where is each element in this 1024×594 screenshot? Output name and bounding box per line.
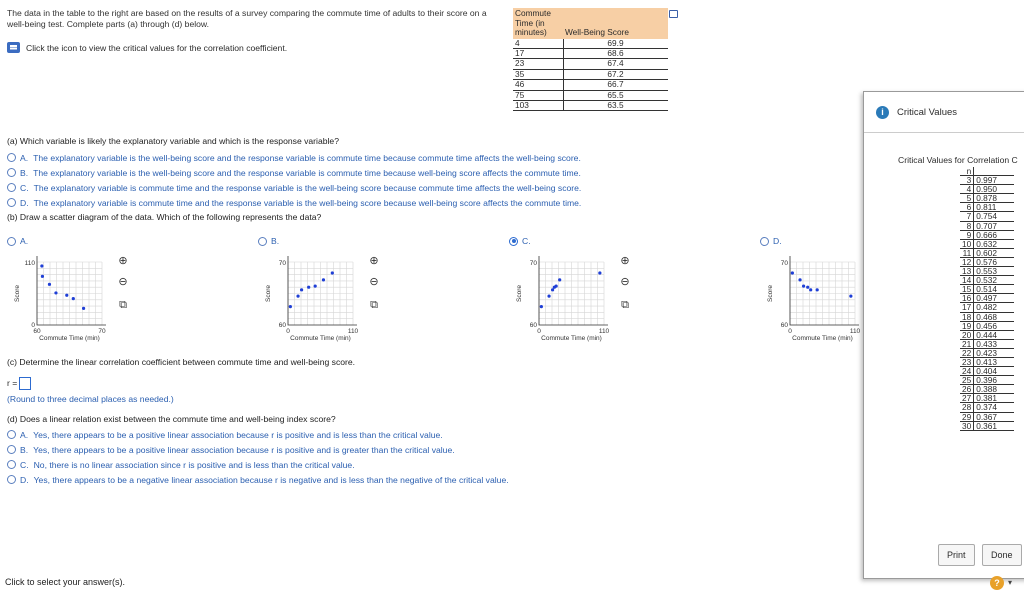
option-letter: B. xyxy=(20,167,29,178)
help-dropdown-icon[interactable]: ▾ xyxy=(1008,578,1013,587)
critical-value-cell: 0.388 xyxy=(974,385,1015,394)
data-row xyxy=(513,100,668,110)
critical-values-table xyxy=(960,167,1014,431)
col-header-commute: Commute Time (in minutes) xyxy=(513,8,563,39)
option-text: Yes, there appears to be a negative linear association because r is negative and is less than the negative of the critical value. xyxy=(33,474,509,485)
option-letter: C. xyxy=(522,236,531,246)
n-cell: 18 xyxy=(960,312,974,321)
n-cell: 11 xyxy=(960,248,974,257)
critical-value-cell: 0.423 xyxy=(974,348,1015,357)
commute-cell: 17 xyxy=(513,48,563,58)
critical-value-row xyxy=(960,239,1014,248)
radio-button[interactable] xyxy=(7,237,16,246)
data-point xyxy=(849,295,852,298)
radio-button[interactable] xyxy=(760,237,769,246)
open-new-window-icon[interactable]: ⧉ xyxy=(119,299,127,311)
x-tick-label: 70 xyxy=(98,328,106,335)
critical-value-cell: 0.444 xyxy=(974,330,1015,339)
open-new-window-icon[interactable]: ⧉ xyxy=(621,299,629,311)
n-cell: 12 xyxy=(960,257,974,266)
data-point xyxy=(41,275,44,278)
radio-button[interactable] xyxy=(7,430,16,439)
critical-value-cell: 0.811 xyxy=(974,203,1015,212)
critical-value-row xyxy=(960,330,1014,339)
critical-value-cell: 0.367 xyxy=(974,412,1015,421)
option-letter: A. xyxy=(20,236,29,246)
commute-cell: 46 xyxy=(513,80,563,90)
data-table xyxy=(513,8,668,111)
scatter-plot-c xyxy=(509,250,609,345)
panel-subtitle: Critical Values for Correlation C xyxy=(898,155,1018,165)
y-tick-label: 60 xyxy=(278,322,286,329)
y-axis-label: Score xyxy=(516,285,523,302)
score-cell: 63.5 xyxy=(563,100,668,110)
data-row xyxy=(513,48,668,58)
status-text: Click to select your answer(s). xyxy=(5,577,126,587)
n-cell: 27 xyxy=(960,394,974,403)
data-point xyxy=(322,278,325,281)
zoom-out-icon[interactable]: ⊖ xyxy=(620,276,630,288)
option-letter: C. xyxy=(20,182,29,193)
n-cell: 13 xyxy=(960,267,974,276)
data-point xyxy=(65,294,68,297)
critical-value-cell: 0.433 xyxy=(974,339,1015,348)
option-letter: D. xyxy=(773,236,782,246)
radio-button[interactable] xyxy=(509,237,518,246)
done-button[interactable]: Done xyxy=(982,544,1022,566)
book-icon[interactable] xyxy=(7,42,20,53)
critical-value-cell: 0.482 xyxy=(974,303,1015,312)
n-cell: 28 xyxy=(960,403,974,412)
n-cell: 7 xyxy=(960,212,974,221)
critical-values-panel xyxy=(863,91,1024,579)
part-a-option-d[interactable] xyxy=(7,195,581,210)
n-cell: 8 xyxy=(960,221,974,230)
x-axis-label: Commute Time (min) xyxy=(39,335,100,342)
data-point xyxy=(598,271,601,274)
radio-button[interactable] xyxy=(7,168,16,177)
critical-value-row xyxy=(960,230,1014,239)
help-icon[interactable]: ? xyxy=(990,576,1004,590)
score-cell: 65.5 xyxy=(563,90,668,100)
n-cell: 10 xyxy=(960,239,974,248)
copy-data-icon[interactable] xyxy=(669,10,678,18)
critical-value-cell: 0.754 xyxy=(974,212,1015,221)
zoom-in-icon[interactable]: ⊕ xyxy=(620,255,630,267)
problem-intro: The data in the table to the right are based on the results of a survey comparing the commute time of adults to their score on a well-being test. Complete parts (a) through (d) below. xyxy=(7,8,487,29)
n-cell: 5 xyxy=(960,194,974,203)
scatter-plot-a xyxy=(7,250,107,345)
data-point xyxy=(72,297,75,300)
option-letter: D. xyxy=(20,197,29,208)
part-a-option-b[interactable] xyxy=(7,165,581,180)
part-d-option-b[interactable] xyxy=(7,442,509,457)
n-cell: 6 xyxy=(960,203,974,212)
part-b-option-b[interactable] xyxy=(258,236,279,246)
scatter-plot-b xyxy=(258,250,358,345)
critical-value-cell: 0.878 xyxy=(974,194,1015,203)
critical-value-cell: 0.374 xyxy=(974,403,1015,412)
option-text: The explanatory variable is commute time and the response variable is the well-being score because well-being score affects the commute time. xyxy=(33,197,582,208)
part-b-option-a[interactable] xyxy=(7,236,28,246)
data-point xyxy=(296,295,299,298)
data-point xyxy=(555,285,558,288)
data-point xyxy=(816,288,819,291)
part-c-question: (c) Determine the linear correlation coefficient between commute time and well-being score. xyxy=(7,357,356,367)
critical-value-cell: 0.497 xyxy=(974,294,1015,303)
y-tick-label: 0 xyxy=(31,322,35,329)
score-cell: 66.7 xyxy=(563,80,668,90)
x-tick-label: 60 xyxy=(33,328,41,335)
y-tick-label: 70 xyxy=(529,260,537,267)
radio-button[interactable] xyxy=(7,460,16,469)
r-input[interactable] xyxy=(19,377,31,390)
option-letter: B. xyxy=(20,444,29,455)
data-row xyxy=(513,59,668,69)
n-cell: 14 xyxy=(960,276,974,285)
critical-value-cell: 0.361 xyxy=(974,421,1015,430)
data-row xyxy=(513,90,668,100)
critical-value-cell: 0.381 xyxy=(974,394,1015,403)
part-b-option-c[interactable] xyxy=(509,236,531,246)
commute-cell: 103 xyxy=(513,100,563,110)
critical-value-cell: 0.468 xyxy=(974,312,1015,321)
data-point xyxy=(48,283,51,286)
r-label: r = xyxy=(7,377,18,388)
data-row xyxy=(513,39,668,49)
part-d-option-c[interactable] xyxy=(7,457,509,472)
rounding-hint: (Round to three decimal places as needed.) xyxy=(7,394,174,404)
n-cell: 24 xyxy=(960,367,974,376)
critical-value-cell: 0.707 xyxy=(974,221,1015,230)
y-tick-label: 70 xyxy=(780,260,788,267)
y-axis-label: Score xyxy=(767,285,774,302)
part-a-option-c[interactable] xyxy=(7,180,581,195)
part-a-question: (a) Which variable is likely the explanatory variable and which is the response variable? xyxy=(7,136,339,146)
part-d-option-d[interactable] xyxy=(7,472,509,487)
option-text: No, there is no linear association since r is positive and is less than the critical value. xyxy=(33,459,355,470)
critical-value-row xyxy=(960,421,1014,430)
part-a xyxy=(7,136,581,222)
radio-button[interactable] xyxy=(7,183,16,192)
radio-button[interactable] xyxy=(7,198,16,207)
radio-button[interactable] xyxy=(7,153,16,162)
zoom-in-icon[interactable]: ⊕ xyxy=(118,255,128,267)
critical-value-cell: 0.576 xyxy=(974,257,1015,266)
x-tick-label: 0 xyxy=(788,328,792,335)
critical-value-cell: 0.553 xyxy=(974,267,1015,276)
n-cell: 15 xyxy=(960,285,974,294)
panel-header xyxy=(864,92,1024,133)
part-d-question: (d) Does a linear relation exist between the commute time and well-being index score? xyxy=(7,414,336,424)
y-tick-label: 70 xyxy=(278,260,286,267)
critical-value-row xyxy=(960,339,1014,348)
zoom-out-icon[interactable]: ⊖ xyxy=(369,276,379,288)
option-text: The explanatory variable is the well-being score and the response variable is commute time because well-being score affects the commute time. xyxy=(33,167,581,178)
data-point xyxy=(558,278,561,281)
open-new-window-icon[interactable]: ⧉ xyxy=(370,299,378,311)
data-row xyxy=(513,80,668,90)
n-cell: 16 xyxy=(960,294,974,303)
zoom-out-icon[interactable]: ⊖ xyxy=(118,276,128,288)
critical-value-row xyxy=(960,212,1014,221)
y-tick-label: 110 xyxy=(24,260,35,267)
x-axis-label: Commute Time (min) xyxy=(792,335,853,342)
x-axis-label: Commute Time (min) xyxy=(541,335,602,342)
critical-value-cell: 0.997 xyxy=(974,176,1015,185)
option-letter: A. xyxy=(20,429,29,440)
data-point xyxy=(82,307,85,310)
critical-value-row xyxy=(960,412,1014,421)
data-point xyxy=(540,305,543,308)
critical-value-row xyxy=(960,221,1014,230)
data-point xyxy=(798,278,801,281)
n-cell: 30 xyxy=(960,421,974,430)
score-cell: 67.4 xyxy=(563,59,668,69)
data-point xyxy=(791,271,794,274)
x-tick-label: 0 xyxy=(286,328,290,335)
commute-cell: 35 xyxy=(513,69,563,79)
option-letter: D. xyxy=(20,474,29,485)
n-cell: 22 xyxy=(960,348,974,357)
n-cell: 3 xyxy=(960,176,974,185)
critical-value-cell: 0.514 xyxy=(974,285,1015,294)
n-cell: 4 xyxy=(960,185,974,194)
critical-value-cell: 0.632 xyxy=(974,239,1015,248)
option-text: The explanatory variable is commute time and the response variable is the well-being score because commute time affects the well-being score. xyxy=(33,182,582,193)
option-letter: C. xyxy=(20,459,29,470)
part-b-question: (b) Draw a scatter diagram of the data. Which of the following represents the data? xyxy=(7,212,322,222)
panel-title: Critical Values xyxy=(897,106,958,118)
option-text: Yes, there appears to be a positive linear association because r is positive and is greater than the critical value. xyxy=(33,444,455,455)
y-tick-label: 60 xyxy=(529,322,537,329)
col-header-score: Well-Being Score xyxy=(563,8,668,39)
n-cell: 25 xyxy=(960,376,974,385)
commute-cell: 75 xyxy=(513,90,563,100)
n-cell: 17 xyxy=(960,303,974,312)
n-cell: 21 xyxy=(960,339,974,348)
scatter-plot-d xyxy=(760,250,860,345)
part-d-option-a[interactable] xyxy=(7,427,509,442)
zoom-in-icon[interactable]: ⊕ xyxy=(369,255,379,267)
y-axis-label: Score xyxy=(14,285,21,302)
critical-value-cell: 0.602 xyxy=(974,248,1015,257)
critical-value-cell: 0.950 xyxy=(974,185,1015,194)
data-point xyxy=(809,288,812,291)
critical-value-row xyxy=(960,321,1014,330)
critical-value-row xyxy=(960,312,1014,321)
n-cell: 9 xyxy=(960,230,974,239)
radio-button[interactable] xyxy=(7,445,16,454)
info-icon: i xyxy=(876,106,889,119)
option-text: The explanatory variable is the well-being score and the response variable is commute time because commute time affects the well-being score. xyxy=(33,152,581,163)
data-point xyxy=(300,288,303,291)
n-cell: 19 xyxy=(960,321,974,330)
part-b-option-d[interactable] xyxy=(760,236,782,246)
critical-value-cell: 0.666 xyxy=(974,230,1015,239)
critical-value-cell: 0.532 xyxy=(974,276,1015,285)
critical-value-row xyxy=(960,303,1014,312)
commute-cell: 4 xyxy=(513,39,563,49)
critical-value-cell: 0.404 xyxy=(974,367,1015,376)
n-cell: 29 xyxy=(960,412,974,421)
print-button[interactable]: Print xyxy=(938,544,975,566)
data-point xyxy=(40,264,43,267)
option-text: Yes, there appears to be a positive linear association because r is positive and is less than the critical value. xyxy=(33,429,443,440)
y-tick-label: 60 xyxy=(780,322,788,329)
data-point xyxy=(806,286,809,289)
x-tick-label: 110 xyxy=(347,328,358,335)
radio-button[interactable] xyxy=(7,475,16,484)
critical-value-cell: 0.413 xyxy=(974,357,1015,366)
x-axis-label: Commute Time (min) xyxy=(290,335,351,342)
x-tick-label: 110 xyxy=(598,328,609,335)
x-tick-label: 0 xyxy=(537,328,541,335)
n-cell: 23 xyxy=(960,357,974,366)
option-letter: B. xyxy=(271,236,280,246)
data-point xyxy=(802,285,805,288)
score-cell: 69.9 xyxy=(563,39,668,49)
data-row xyxy=(513,69,668,79)
critical-value-cell: 0.396 xyxy=(974,376,1015,385)
n-cell: 26 xyxy=(960,385,974,394)
data-point xyxy=(289,305,292,308)
part-d xyxy=(7,414,509,487)
data-point xyxy=(547,295,550,298)
x-tick-label: 110 xyxy=(849,328,860,335)
score-cell: 68.6 xyxy=(563,48,668,58)
commute-cell: 23 xyxy=(513,59,563,69)
critical-values-link[interactable]: Click the icon to view the critical values for the correlation coefficient. xyxy=(26,42,288,53)
data-point xyxy=(314,285,317,288)
y-axis-label: Score xyxy=(265,285,272,302)
part-a-option-a[interactable] xyxy=(7,150,581,165)
n-header: n xyxy=(960,167,974,176)
critical-value-row xyxy=(960,403,1014,412)
critical-value-cell: 0.456 xyxy=(974,321,1015,330)
n-cell: 20 xyxy=(960,330,974,339)
radio-button[interactable] xyxy=(258,237,267,246)
option-letter: A. xyxy=(20,152,29,163)
r-answer-row xyxy=(7,377,31,390)
data-point xyxy=(331,271,334,274)
data-point xyxy=(307,286,310,289)
data-point xyxy=(54,291,57,294)
score-cell: 67.2 xyxy=(563,69,668,79)
data-point xyxy=(551,288,554,291)
critical-values-link-row[interactable] xyxy=(7,42,287,53)
